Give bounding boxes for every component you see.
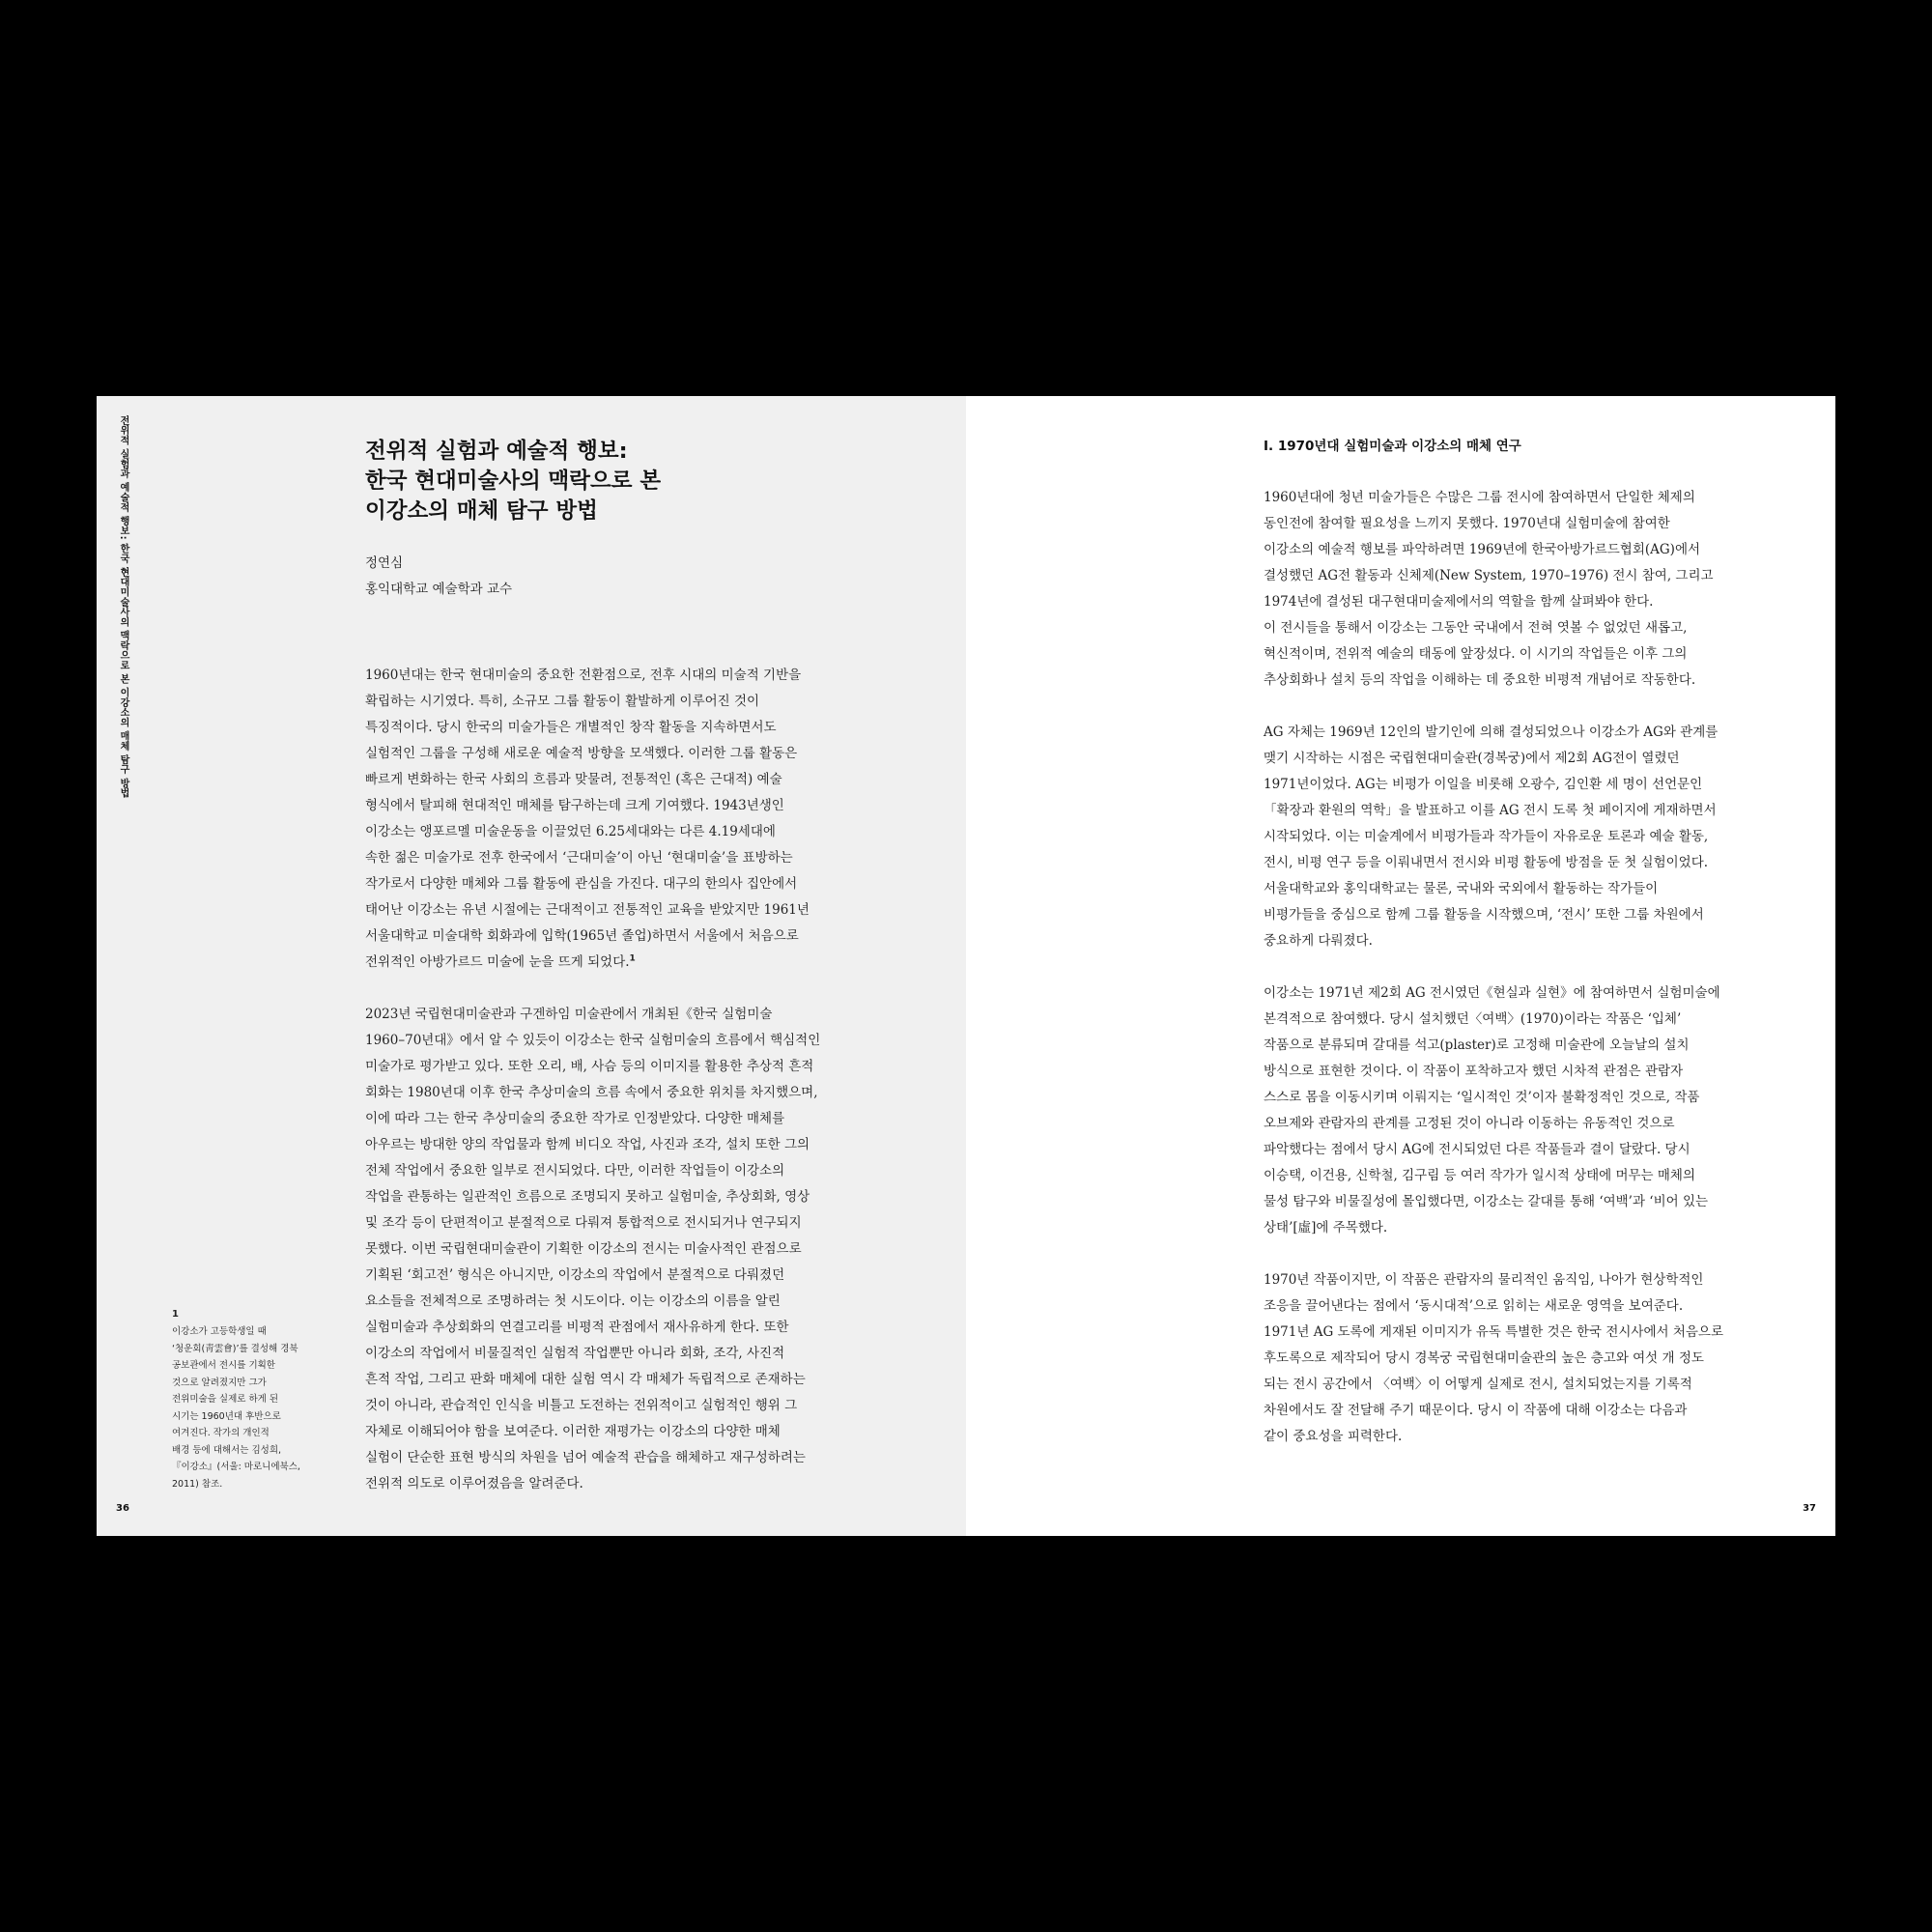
text-line xyxy=(1264,1007,1814,1033)
text-line xyxy=(365,871,966,897)
text-line-content: 실험적인 그룹을 구성해 새로운 예술적 방향을 모색했다. 이러한 그룹 활동은 xyxy=(365,746,798,761)
text-line-content: 및 조각 등이 단편적이고 분절적으로 다뤄져 통합적으로 전시되거나 연구되지 xyxy=(365,1215,802,1231)
text-line-content: 오브제와 관람자의 관계를 고정된 것이 아니라 이동하는 유동적인 것으로 xyxy=(1264,1116,1675,1131)
text-line-content: 1971년이었다. AG는 비평가 이일을 비롯해 오광수, 김인환 세 명이 선언문인 xyxy=(1264,777,1703,792)
text-line xyxy=(1264,902,1814,928)
text-line-content: 시작되었다. 이는 미술계에서 비평가들과 작가들이 자유로운 토론과 예술 활동, xyxy=(1264,829,1709,844)
text-line xyxy=(365,1367,966,1393)
article-title xyxy=(365,437,661,526)
text-line xyxy=(365,767,966,793)
text-line xyxy=(365,715,966,741)
text-line-content: AG 자체는 1969년 12인의 발기인에 의해 결성되었으나 이강소가 AG와 관계를 xyxy=(1264,724,1719,740)
text-line xyxy=(1264,485,1814,511)
text-line xyxy=(365,1184,966,1210)
text-line xyxy=(1264,1398,1814,1424)
running-head: 전위적 실험과 예술적 행보: 한국 현대미술사의 맥락으로 본 이강소의 매체 탐구 방법 xyxy=(118,415,128,799)
left-page xyxy=(97,396,966,1536)
page-number-right: 37 xyxy=(1803,1503,1816,1514)
text-line-content: 확립하는 시기였다. 특히, 소규모 그룹 활동이 활발하게 이루어진 것이 xyxy=(365,694,760,709)
text-line-content: 전체 작업에서 중요한 일부로 전시되었다. 다만, 이러한 작업들이 이강소의 xyxy=(365,1163,785,1179)
left-body-text xyxy=(365,663,966,1497)
text-line xyxy=(365,1210,966,1236)
text-line-content: 회화는 1980년대 이후 한국 추상미술의 흐름 속에서 중요한 위치를 차지했으며, xyxy=(365,1085,818,1100)
text-line xyxy=(365,1393,966,1419)
text-line xyxy=(1264,1189,1814,1215)
text-line xyxy=(365,1445,966,1471)
text-line-content: 이승택, 이건용, 신학철, 김구림 등 여러 작가가 일시적 상태에 머무는 매체의 xyxy=(1264,1168,1696,1183)
paragraph xyxy=(365,663,966,976)
text-line xyxy=(1264,980,1814,1007)
footnote xyxy=(172,1306,327,1492)
text-line-content: 이강소의 작업에서 비물질적인 실험적 작업뿐만 아니라 회화, 조각, 사진적 xyxy=(365,1346,785,1361)
text-line-content: 같이 중요성을 피력한다. xyxy=(1264,1429,1403,1444)
text-line-content: 상태’[虛]에 주목했다. xyxy=(1264,1220,1388,1236)
text-line-content: 못했다. 이번 국립현대미술관이 기획한 이강소의 전시는 미술사적인 관점으로 xyxy=(365,1241,802,1257)
page-number-left: 36 xyxy=(116,1503,129,1514)
text-line-content: 혁신적이며, 전위적 예술의 태동에 앞장섰다. 이 시기의 작업들은 이후 그의 xyxy=(1264,646,1688,662)
text-line-content: 비평가들을 중심으로 함께 그룹 활동을 시작했으며, ‘전시’ 또한 그룹 차원에서 xyxy=(1264,907,1704,923)
text-line xyxy=(365,1289,966,1315)
text-line xyxy=(1264,1293,1814,1320)
text-line-content: 서울대학교 미술대학 회화과에 입학(1965년 졸업)하면서 서울에서 처음으로 xyxy=(365,928,799,944)
footnote-line: 이강소가 고등학생일 때 xyxy=(172,1326,267,1337)
footnote-text xyxy=(172,1323,327,1492)
text-line xyxy=(1264,1085,1814,1111)
text-line-content: 작업을 관통하는 일관적인 흐름으로 조명되지 못하고 실험미술, 추상회화, 영상 xyxy=(365,1189,810,1205)
text-line-content: 1970년 작품이지만, 이 작품은 관람자의 물리적인 움직임, 나아가 현상학적인 xyxy=(1264,1272,1704,1288)
text-line-content: 맺기 시작하는 시점은 국립현대미술관(경복궁)에서 제2회 AG전이 열렸던 xyxy=(1264,751,1680,766)
text-line xyxy=(365,1341,966,1367)
text-line-content: 요소들을 전체적으로 조명하려는 첫 시도이다. 이는 이강소의 이름을 알린 xyxy=(365,1293,781,1309)
title-line: 이강소의 매체 탐구 방법 xyxy=(365,498,598,524)
text-line xyxy=(365,1054,966,1080)
paragraph xyxy=(1264,485,1814,694)
text-line-content: 미술가로 평가받고 있다. 또한 오리, 배, 사슴 등의 이미지를 활용한 추상적 흔적 xyxy=(365,1059,814,1074)
text-line xyxy=(365,1419,966,1445)
text-line-content: 이에 따라 그는 한국 추상미술의 중요한 작가로 인정받았다. 다양한 매체를 xyxy=(365,1111,785,1126)
text-line xyxy=(1264,1215,1814,1241)
paragraph xyxy=(1264,980,1814,1241)
text-line-content: 차원에서도 잘 전달해 주기 때문이다. 당시 이 작품에 대해 이강소는 다음과 xyxy=(1264,1403,1688,1418)
author-affiliation: 홍익대학교 예술학과 교수 xyxy=(365,582,513,597)
text-line xyxy=(365,819,966,845)
text-line-content: 2023년 국립현대미술관과 구겐하임 미술관에서 개최된《한국 실험미술 xyxy=(365,1007,773,1022)
text-line xyxy=(1264,537,1814,563)
text-line-content: 방식으로 표현한 것이다. 이 작품이 포착하고자 했던 시차적 관점은 관람자 xyxy=(1264,1064,1684,1079)
text-line xyxy=(1264,589,1814,615)
text-line-content: 조응을 끌어낸다는 점에서 ‘동시대적’으로 읽히는 새로운 영역을 보여준다. xyxy=(1264,1298,1684,1314)
text-line-content: 빠르게 변화하는 한국 사회의 흐름과 맞물려, 전통적인 (혹은 근대적) 예술 xyxy=(365,772,782,787)
paragraph-gap xyxy=(365,976,966,1002)
text-line xyxy=(1264,1137,1814,1163)
text-line xyxy=(1264,876,1814,902)
footnote-line: 『이강소』(서울: 마로니에북스, xyxy=(172,1462,300,1472)
section-heading: I. 1970년대 실험미술과 이강소의 매체 연구 xyxy=(1264,439,1521,454)
footnote-line: 시기는 1960년대 후반으로 xyxy=(172,1410,281,1422)
text-line-content: 서울대학교와 홍익대학교는 물론, 국내와 국외에서 활동하는 작가들이 xyxy=(1264,881,1659,896)
footnote-reference[interactable]: 1 xyxy=(629,953,636,964)
text-line-content: 중요하게 다뤄졌다. xyxy=(1264,933,1373,949)
text-line-content: 실험이 단순한 표현 방식의 차원을 넘어 예술적 관습을 해체하고 재구성하려는 xyxy=(365,1450,806,1465)
text-line xyxy=(1264,1033,1814,1059)
text-line-content: 결성했던 AG전 활동과 신체제(New System, 1970–1976) 전시 참여, 그리고 xyxy=(1264,568,1714,583)
text-line xyxy=(365,1236,966,1263)
text-line-content: 스스로 몸을 이동시키며 이뤄지는 ‘일시적인 것’이자 불확정적인 것으로, 작품 xyxy=(1264,1090,1700,1105)
text-line xyxy=(1264,824,1814,850)
author-block xyxy=(365,551,512,603)
text-line xyxy=(1264,511,1814,537)
text-line-content: 이 전시들을 통해서 이강소는 그동안 국내에서 전혀 엿볼 수 없었던 새롭고, xyxy=(1264,620,1688,636)
text-line xyxy=(1264,1111,1814,1137)
text-line xyxy=(365,1028,966,1054)
text-line xyxy=(365,845,966,871)
text-line-content: 1974년에 결성된 대구현대미술제에서의 역할을 함께 살펴봐야 한다. xyxy=(1264,594,1654,610)
right-page xyxy=(966,396,1835,1536)
text-line-content: 「확장과 환원의 역학」을 발표하고 이를 AG 전시 도록 첫 페이지에 게재하면서 xyxy=(1264,803,1717,818)
text-line-content: 물성 탐구와 비물질성에 몰입했다면, 이강소는 갈대를 통해 ‘여백’과 ‘비어 있는 xyxy=(1264,1194,1709,1209)
text-line-content: 아우르는 방대한 양의 작업물과 함께 비디오 작업, 사진과 조각, 설치 또한 그의 xyxy=(365,1137,810,1152)
text-line-content: 것이 아니라, 관습적인 인식을 비틀고 도전하는 전위적이고 실험적인 행위 그 xyxy=(365,1398,798,1413)
text-line-content: 1960년대에 청년 미술가들은 수많은 그룹 전시에 참여하면서 단일한 체제의 xyxy=(1264,490,1695,505)
text-line xyxy=(1264,615,1814,641)
text-line xyxy=(1264,668,1814,694)
text-line-content: 전시, 비평 연구 등을 이뤄내면서 전시와 비평 활동에 방점을 둔 첫 실험이었다. xyxy=(1264,855,1709,870)
text-line xyxy=(1264,850,1814,876)
title-line: 전위적 실험과 예술적 행보: xyxy=(365,439,628,464)
text-line xyxy=(1264,1267,1814,1293)
footnote-line: 전위미술을 실제로 하게 된 xyxy=(172,1394,279,1405)
right-body-text xyxy=(1264,485,1814,1450)
footnote-line: 것으로 알려졌지만 그가 xyxy=(172,1377,267,1388)
text-line xyxy=(365,1080,966,1106)
text-line xyxy=(1264,720,1814,746)
text-line-content: 추상회화나 설치 등의 작업을 이해하는 데 중요한 비평적 개념어로 작동한다. xyxy=(1264,672,1696,688)
text-line xyxy=(365,663,966,689)
text-line xyxy=(1264,1320,1814,1346)
paragraph-gap xyxy=(1264,694,1814,720)
text-line-content: 전위적 의도로 이루어졌음을 알려준다. xyxy=(365,1476,583,1492)
text-line-content: 자체로 이해되어야 함을 보여준다. 이러한 재평가는 이강소의 다양한 매체 xyxy=(365,1424,781,1439)
footnote-line: ‘청운회(靑雲會)’를 결성해 경북 xyxy=(172,1343,298,1354)
title-line: 한국 현대미술사의 맥락으로 본 xyxy=(365,469,662,494)
text-line xyxy=(1264,1163,1814,1189)
paragraph xyxy=(1264,720,1814,954)
text-line xyxy=(1264,1372,1814,1398)
paragraph-gap xyxy=(1264,1241,1814,1267)
text-line xyxy=(365,1158,966,1184)
text-line xyxy=(365,741,966,767)
paragraph xyxy=(365,1002,966,1497)
text-line-content: 전위적인 아방가르드 미술에 눈을 뜨게 되었다. xyxy=(365,954,630,970)
author-name: 정연심 xyxy=(365,555,404,571)
text-line-content: 작품으로 분류되며 갈대를 석고(plaster)로 고정해 미술관에 오늘날의 설치 xyxy=(1264,1037,1690,1053)
text-line xyxy=(365,1263,966,1289)
text-line xyxy=(1264,1059,1814,1085)
text-line-content: 후도록으로 제작되어 당시 경복궁 국립현대미술관의 높은 층고와 여섯 개 정도 xyxy=(1264,1350,1704,1366)
text-line-content: 형식에서 탈피해 현대적인 매체를 탐구하는데 크게 기여했다. 1943년생인 xyxy=(365,798,784,813)
text-line-content: 1960–70년대》에서 알 수 있듯이 이강소는 한국 실험미술의 흐름에서 핵심적인 xyxy=(365,1033,821,1048)
text-line xyxy=(365,793,966,819)
text-line-content: 흔적 작업, 그리고 판화 매체에 대한 실험 역시 각 매체가 독립적으로 존재하는 xyxy=(365,1372,806,1387)
text-line-content: 태어난 이강소는 유년 시절에는 근대적이고 전통적인 교육을 받았지만 1961년 xyxy=(365,902,810,918)
text-line-content: 파악했다는 점에서 당시 AG에 전시되었던 다른 작품들과 결이 달랐다. 당시 xyxy=(1264,1142,1690,1157)
footnote-line: 여겨진다. 작가의 개인적 xyxy=(172,1428,270,1438)
text-line xyxy=(365,923,966,950)
text-line-content: 기획된 ‘회고전’ 형식은 아니지만, 이강소의 작업에서 분절적으로 다뤄졌던 xyxy=(365,1267,785,1283)
text-line xyxy=(1264,1346,1814,1372)
text-line-content: 특징적이다. 당시 한국의 미술가들은 개별적인 창작 활동을 지속하면서도 xyxy=(365,720,777,735)
text-line xyxy=(365,1132,966,1158)
footnote-line: 2011) 참조. xyxy=(172,1478,223,1490)
text-line xyxy=(365,1315,966,1341)
text-line xyxy=(1264,798,1814,824)
text-line xyxy=(365,897,966,923)
text-line xyxy=(365,1471,966,1497)
text-line-content: 속한 젊은 미술가로 전후 한국에서 ‘근대미술’이 아닌 ‘현대미술’을 표방하는 xyxy=(365,850,793,866)
text-line xyxy=(1264,563,1814,589)
text-line-content: 작가로서 다양한 매체와 그룹 활동에 관심을 가진다. 대구의 한의사 집안에서 xyxy=(365,876,798,892)
text-line xyxy=(1264,641,1814,668)
paragraph xyxy=(1264,1267,1814,1450)
footnote-line: 배경 등에 대해서는 김성희, xyxy=(172,1444,282,1456)
text-line-content: 동인전에 참여할 필요성을 느끼지 못했다. 1970년대 실험미술에 참여한 xyxy=(1264,516,1670,531)
text-line-content: 이강소의 예술적 행보를 파악하려면 1969년에 한국아방가르드협회(AG)에서 xyxy=(1264,542,1701,557)
footnote-line: 공보관에서 전시를 기획한 xyxy=(172,1360,275,1371)
text-line xyxy=(1264,1424,1814,1450)
text-line-content: 이강소는 앵포르멜 미술운동을 이끌었던 6.25세대와는 다른 4.19세대에 xyxy=(365,824,776,839)
text-line xyxy=(365,1106,966,1132)
text-line-content: 본격적으로 참여했다. 당시 설치했던〈여백〉(1970)이라는 작품은 ‘입체’ xyxy=(1264,1011,1682,1027)
text-line-content: 실험미술과 추상회화의 연결고리를 비평적 관점에서 재사유하게 한다. 또한 xyxy=(365,1320,789,1335)
text-line xyxy=(365,1002,966,1028)
text-line xyxy=(1264,746,1814,772)
paragraph-gap xyxy=(1264,954,1814,980)
text-line xyxy=(1264,928,1814,954)
footnote-number: 1 xyxy=(172,1309,179,1320)
text-line-content: 1960년대는 한국 현대미술의 중요한 전환점으로, 전후 시대의 미술적 기반을 xyxy=(365,668,802,683)
text-line-content: 1971년 AG 도록에 게재된 이미지가 유독 특별한 것은 한국 전시사에서 처음으로 xyxy=(1264,1324,1723,1340)
text-line xyxy=(365,950,966,976)
text-line-content: 이강소는 1971년 제2회 AG 전시였던《현실과 실현》에 참여하면서 실험미술에 xyxy=(1264,985,1720,1001)
text-line xyxy=(1264,772,1814,798)
text-line xyxy=(365,689,966,715)
text-line-content: 되는 전시 공간에서 〈여백〉이 어떻게 실제로 전시, 설치되었는지를 기록적 xyxy=(1264,1377,1692,1392)
